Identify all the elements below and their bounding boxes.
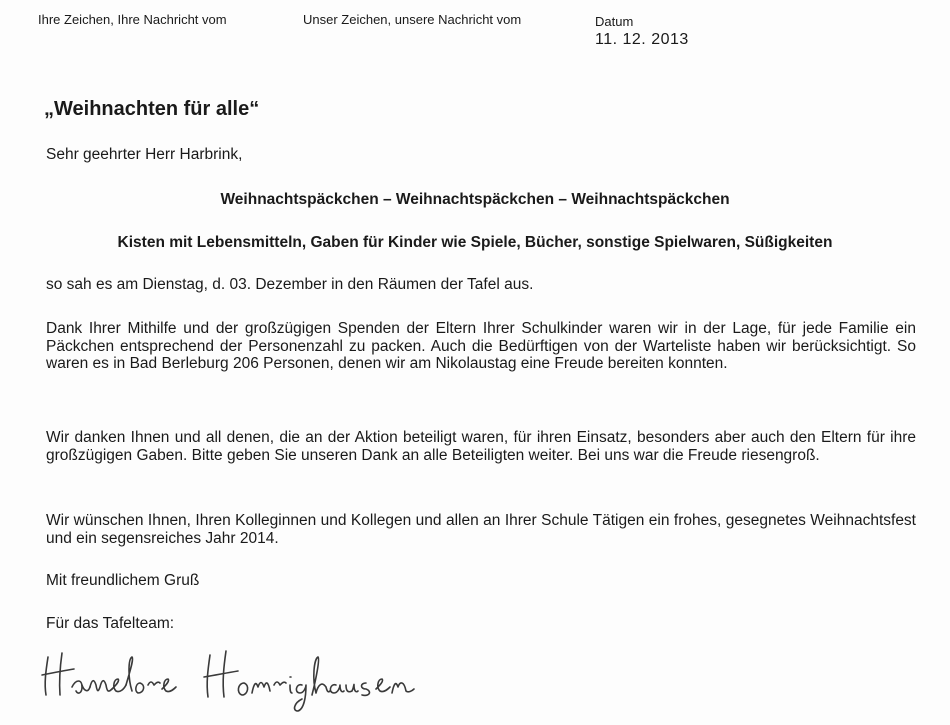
reference-ours-label: Unser Zeichen, unsere Nachricht vom xyxy=(303,12,522,27)
reference-theirs-label: Ihre Zeichen, Ihre Nachricht vom xyxy=(38,12,227,27)
paragraph-thanks-parents: Wir danken Ihnen und all denen, die an der Aktion beteiligt waren, für ihren Einsatz, besonders aber auch den Eltern für ihre großzügigen Gaben. Bitte geben Sie unseren Dank an alle Beteiligten weiter. Bei uns war die Freude riesengroß. xyxy=(46,429,916,464)
letter-subject: „Weihnachten für alle“ xyxy=(44,98,260,120)
date-value: 11. 12. 2013 xyxy=(595,31,689,48)
highlight-line-2: Kisten mit Lebensmitteln, Gaben für Kinder wie Spiele, Bücher, sonstige Spielwaren, Süßigkeiten xyxy=(117,234,833,251)
paragraph-season-greetings: Wir wünschen Ihnen, Ihren Kolleginnen und Kollegen und allen an Ihrer Schule Tätigen ein frohes, gesegnetes Weihnachtsfest und ein segensreiches Jahr 2014. xyxy=(46,512,916,547)
paragraph-intro: so sah es am Dienstag, d. 03. Dezember in den Räumen der Tafel aus. xyxy=(46,276,534,293)
highlight-line-1: Weihnachtspäckchen – Weihnachtspäckchen – Weihnachtspäckchen xyxy=(220,191,730,208)
closing-line: Mit freundlichem Gruß xyxy=(46,572,200,589)
paragraph-thanks-donations: Dank Ihrer Mithilfe und der großzügigen Spenden der Eltern Ihrer Schulkinder waren wir in der Lage, für jede Familie ein Päckchen entsprechend der Personenzahl zu packen. Auch die Bedürftigen von der Warteliste haben wir berücksichtigt. So waren es in Bad Berleburg 206 Personen, denen wir am Nikolaustag eine Freude bereiten konnten. xyxy=(46,320,916,372)
team-line: Für das Tafelteam: xyxy=(46,615,175,632)
salutation: Sehr geehrter Herr Harbrink, xyxy=(46,146,243,163)
date-block xyxy=(595,14,689,49)
date-label: Datum xyxy=(595,14,634,29)
handwritten-signature xyxy=(40,635,440,715)
